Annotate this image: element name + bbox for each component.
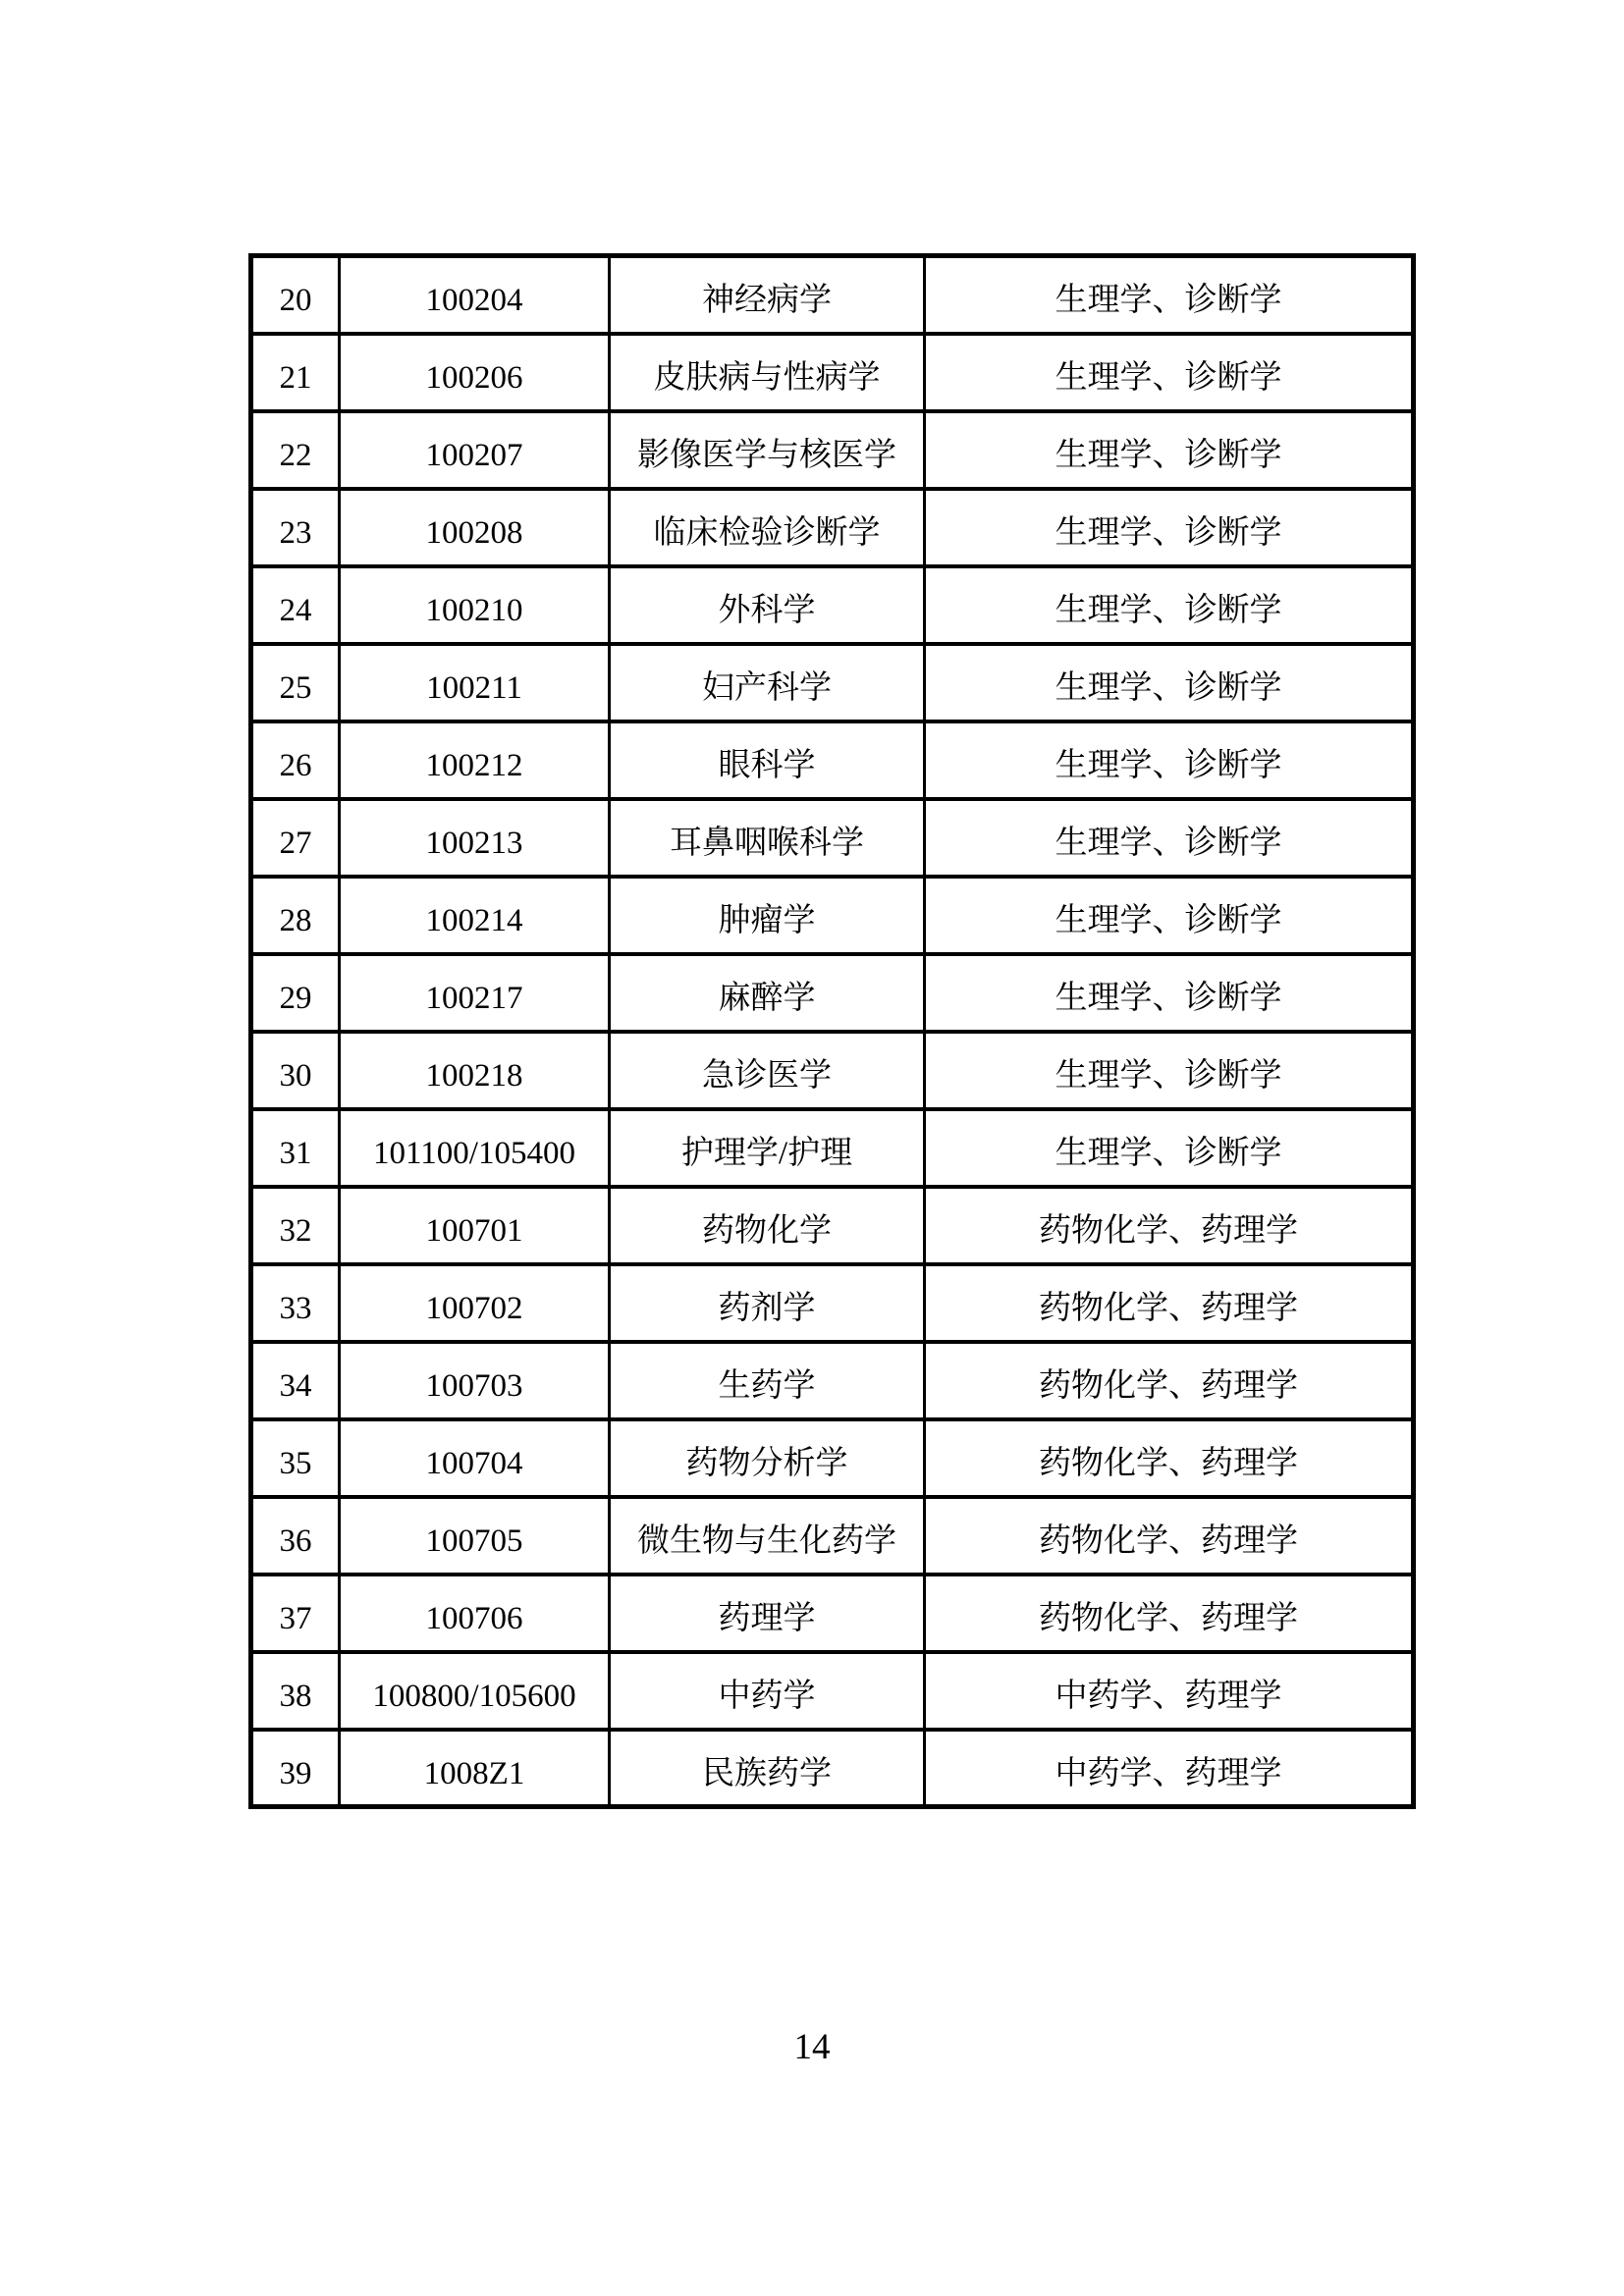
table-row: [251, 1575, 1414, 1652]
subject-code-cell: 100702: [340, 1264, 610, 1342]
row-number-cell: 26: [251, 721, 340, 799]
subject-code-cell: 100206: [340, 334, 610, 411]
subject-code-cell: 100218: [340, 1032, 610, 1109]
exam-subjects-cell: 药物化学、药理学: [925, 1342, 1414, 1419]
subject-name-cell: 临床检验诊断学: [610, 489, 925, 566]
exam-subjects-cell: 生理学、诊断学: [925, 799, 1414, 877]
row-number-cell: 28: [251, 877, 340, 954]
row-number-cell: 38: [251, 1652, 340, 1730]
subject-name-cell: 耳鼻咽喉科学: [610, 799, 925, 877]
subject-name-cell: 眼科学: [610, 721, 925, 799]
subject-name-cell: 药剂学: [610, 1264, 925, 1342]
row-number-cell: 31: [251, 1109, 340, 1187]
row-number-cell: 39: [251, 1730, 340, 1807]
table-row: [251, 1342, 1414, 1419]
subjects-table-body: [251, 256, 1414, 1807]
subject-name-cell: 生药学: [610, 1342, 925, 1419]
table-row: [251, 954, 1414, 1032]
exam-subjects-cell: 生理学、诊断学: [925, 721, 1414, 799]
subject-code-cell: 100210: [340, 566, 610, 644]
row-number-cell: 27: [251, 799, 340, 877]
exam-subjects-cell: 药物化学、药理学: [925, 1187, 1414, 1264]
row-number-cell: 36: [251, 1497, 340, 1575]
subjects-table: [248, 253, 1416, 1809]
row-number-cell: 20: [251, 256, 340, 334]
subject-name-cell: 皮肤病与性病学: [610, 334, 925, 411]
subject-code-cell: 1008Z1: [340, 1730, 610, 1807]
subject-name-cell: 妇产科学: [610, 644, 925, 721]
table-row: [251, 411, 1414, 489]
subject-code-cell: 100207: [340, 411, 610, 489]
page-number: 14: [793, 2027, 831, 2067]
subject-code-cell: 100213: [340, 799, 610, 877]
subject-name-cell: 肿瘤学: [610, 877, 925, 954]
row-number-cell: 37: [251, 1575, 340, 1652]
subject-code-cell: 101100/105400: [340, 1109, 610, 1187]
exam-subjects-cell: 中药学、药理学: [925, 1652, 1414, 1730]
exam-subjects-cell: 生理学、诊断学: [925, 256, 1414, 334]
table-row: [251, 877, 1414, 954]
subject-code-cell: 100217: [340, 954, 610, 1032]
exam-subjects-cell: 生理学、诊断学: [925, 644, 1414, 721]
row-number-cell: 25: [251, 644, 340, 721]
exam-subjects-cell: 药物化学、药理学: [925, 1419, 1414, 1497]
subject-code-cell: 100204: [340, 256, 610, 334]
exam-subjects-cell: 生理学、诊断学: [925, 489, 1414, 566]
subject-name-cell: 神经病学: [610, 256, 925, 334]
table-row: [251, 1730, 1414, 1807]
exam-subjects-cell: 药物化学、药理学: [925, 1264, 1414, 1342]
subject-code-cell: 100800/105600: [340, 1652, 610, 1730]
subject-code-cell: 100703: [340, 1342, 610, 1419]
subject-name-cell: 药物分析学: [610, 1419, 925, 1497]
row-number-cell: 22: [251, 411, 340, 489]
subject-name-cell: 中药学: [610, 1652, 925, 1730]
subject-name-cell: 药理学: [610, 1575, 925, 1652]
exam-subjects-cell: 药物化学、药理学: [925, 1575, 1414, 1652]
exam-subjects-cell: 生理学、诊断学: [925, 1032, 1414, 1109]
row-number-cell: 30: [251, 1032, 340, 1109]
subject-name-cell: 微生物与生化药学: [610, 1497, 925, 1575]
subject-code-cell: 100701: [340, 1187, 610, 1264]
table-row: [251, 1497, 1414, 1575]
exam-subjects-cell: 生理学、诊断学: [925, 411, 1414, 489]
exam-subjects-cell: 生理学、诊断学: [925, 877, 1414, 954]
row-number-cell: 32: [251, 1187, 340, 1264]
table-row: [251, 1187, 1414, 1264]
subject-code-cell: 100705: [340, 1497, 610, 1575]
row-number-cell: 33: [251, 1264, 340, 1342]
exam-subjects-cell: 中药学、药理学: [925, 1730, 1414, 1807]
subject-code-cell: 100212: [340, 721, 610, 799]
subject-name-cell: 民族药学: [610, 1730, 925, 1807]
subject-code-cell: 100214: [340, 877, 610, 954]
subject-code-cell: 100208: [340, 489, 610, 566]
subject-name-cell: 急诊医学: [610, 1032, 925, 1109]
subject-code-cell: 100211: [340, 644, 610, 721]
row-number-cell: 35: [251, 1419, 340, 1497]
table-row: [251, 256, 1414, 334]
exam-subjects-cell: 生理学、诊断学: [925, 566, 1414, 644]
row-number-cell: 21: [251, 334, 340, 411]
table-row: [251, 1109, 1414, 1187]
table-row: [251, 799, 1414, 877]
table-row: [251, 1419, 1414, 1497]
table-row: [251, 644, 1414, 721]
subject-name-cell: 药物化学: [610, 1187, 925, 1264]
subject-name-cell: 麻醉学: [610, 954, 925, 1032]
subject-name-cell: 护理学/护理: [610, 1109, 925, 1187]
exam-subjects-cell: 药物化学、药理学: [925, 1497, 1414, 1575]
subject-name-cell: 影像医学与核医学: [610, 411, 925, 489]
table-row: [251, 489, 1414, 566]
table-row: [251, 566, 1414, 644]
row-number-cell: 29: [251, 954, 340, 1032]
row-number-cell: 34: [251, 1342, 340, 1419]
subject-name-cell: 外科学: [610, 566, 925, 644]
subject-code-cell: 100704: [340, 1419, 610, 1497]
row-number-cell: 24: [251, 566, 340, 644]
table-row: [251, 334, 1414, 411]
exam-subjects-cell: 生理学、诊断学: [925, 334, 1414, 411]
table-row: [251, 1264, 1414, 1342]
table-row: [251, 1032, 1414, 1109]
subject-code-cell: 100706: [340, 1575, 610, 1652]
exam-subjects-cell: 生理学、诊断学: [925, 1109, 1414, 1187]
table-row: [251, 721, 1414, 799]
row-number-cell: 23: [251, 489, 340, 566]
exam-subjects-cell: 生理学、诊断学: [925, 954, 1414, 1032]
table-row: [251, 1652, 1414, 1730]
